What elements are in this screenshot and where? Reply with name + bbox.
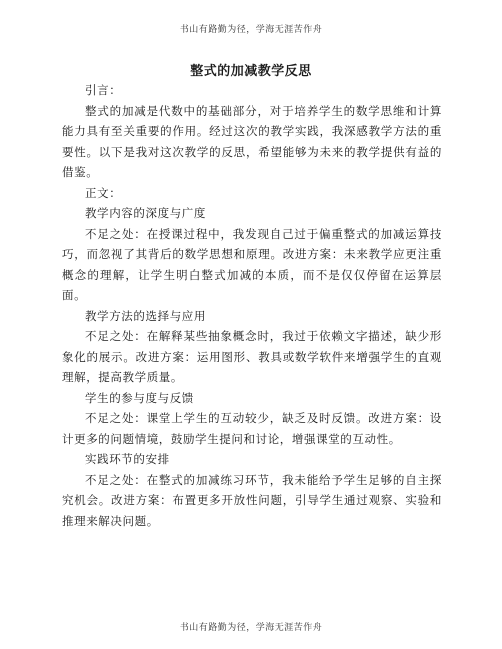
section-heading-student-participation: 学生的参与度与反馈 [85,390,194,405]
section-paragraph-student-participation: 不足之处：课堂上学生的互动较少，缺乏及时反馈。改进方案：设计更多的问题情境，鼓励学生提问和讨论，增强课堂的互动性。 [62,411,442,446]
intro-heading: 引言： [85,83,122,97]
page-footer: 书山有路勤为径，学海无涯苦作舟 [179,623,323,633]
section-heading-teaching-method: 教学方法的选择与应用 [85,308,206,323]
page-header: 书山有路勤为径，学海无涯苦作舟 [179,25,323,35]
document-body [62,80,442,531]
section-heading-practice: 实践环节的安排 [85,452,170,466]
section-heading-content-depth: 教学内容的深度与广度 [85,206,206,220]
intro-paragraph: 整式的加减是代数中的基础部分，对于培养学生的数学思维和计算能力具有至关重要的作用。经过这次的教学实践，我深感教学方法的重要性。以下是我对这次教学的反思，希望能够为未来的教学提供有益的借鉴。 [62,103,442,179]
section-paragraph-teaching-method: 不足之处：在解释某些抽象概念时，我过于依赖文字描述，缺少形象化的展示。改进方案：运用图形、教具或数学软件来增强学生的直观理解，提高教学质量。 [62,329,442,384]
section-paragraph-practice: 不足之处：在整式的加减练习环节，我未能给予学生足够的自主探究机会。改进方案：布置更多开放性问题，引导学生通过观察、实验和推理来解决问题。 [62,472,442,528]
body-heading: 正文： [85,185,122,200]
document-title: 整式的加减教学反思 [190,64,312,79]
section-paragraph-content-depth: 不足之处：在授课过程中，我发现自己过于偏重整式的加减运算技巧，而忽视了其背后的数学思想和原理。改进方案：未来教学应更注重概念的理解，让学生明白整式加减的本质，而不是仅仅停留在运算层面。 [62,226,442,302]
